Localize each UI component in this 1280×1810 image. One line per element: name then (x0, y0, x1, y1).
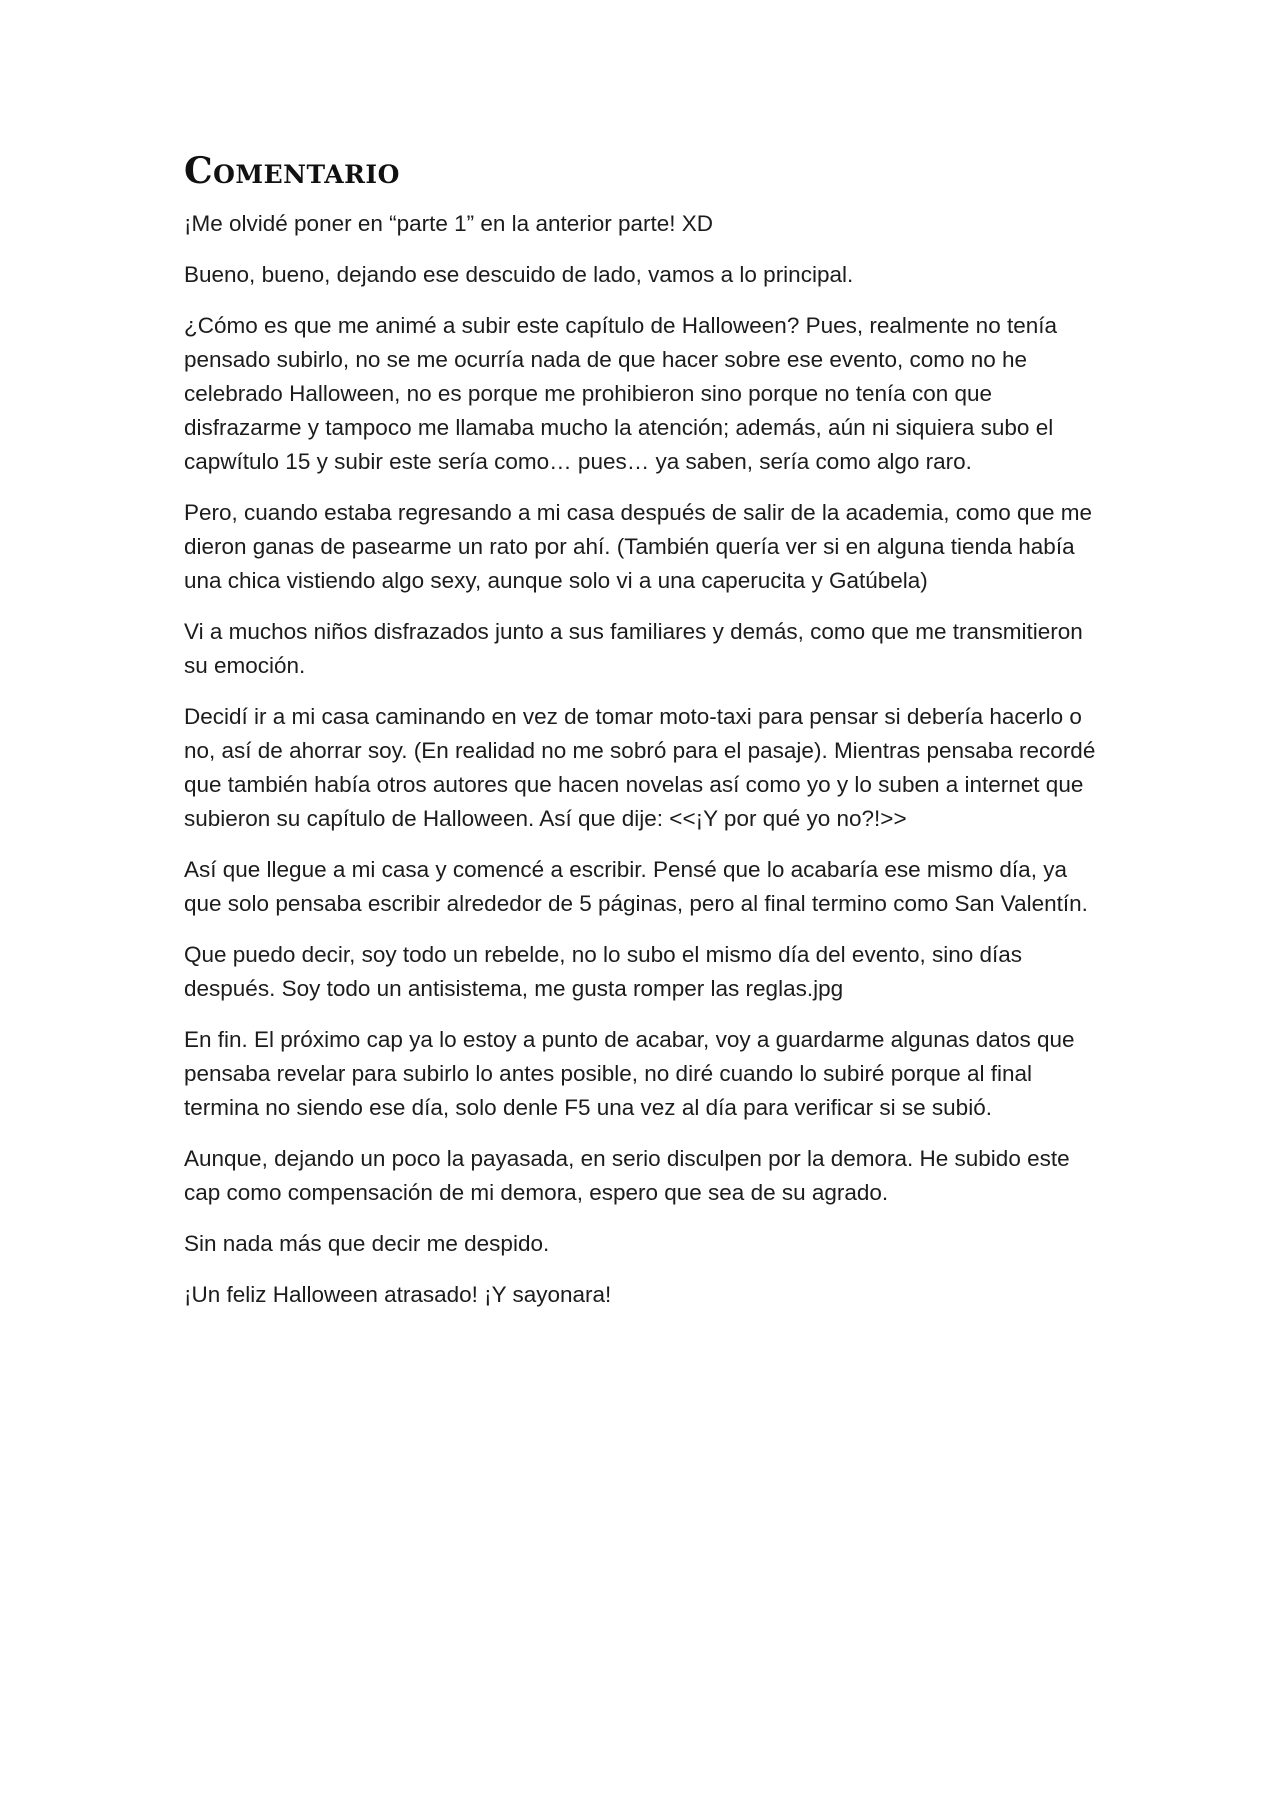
paragraph-9: En fin. El próximo cap ya lo estoy a punto de acabar, voy a guardarme algunas datos que pensaba revelar para subirlo lo antes posible, no diré cuando lo subiré porque al final termina no siendo ese día, solo denle F5 una vez al día para verificar si se subió. (184, 1027, 1075, 1121)
paragraph-8: Que puedo decir, soy todo un rebelde, no lo subo el mismo día del evento, sino días después. Soy todo un antisistema, me gusta romper las reglas.jpg (184, 942, 1023, 1002)
paragraph-11: Sin nada más que decir me despido. (184, 1231, 550, 1257)
paragraph-4: Pero, cuando estaba regresando a mi casa después de salir de la academia, como que me dieron ganas de pasearme un rato por ahí. (También quería ver si en alguna tienda había una chica vistiendo algo sexy, aunque solo vi a una caperucita y Gatúbela) (184, 500, 1093, 594)
document-body (184, 150, 1108, 1329)
paragraph-7: Así que llegue a mi casa y comencé a escribir. Pensé que lo acabaría ese mismo día, ya que solo pensaba escribir alrededor de 5 páginas, pero al final termino como San Valentín. (184, 857, 1088, 917)
paragraph-6: Decidí ir a mi casa caminando en vez de tomar moto-taxi para pensar si debería hacerlo o no, así de ahorrar soy. (En realidad no me sobró para el pasaje). Mientras pensaba recordé que también había otros autores que hacen novelas así como yo y lo suben a internet que subieron su capítulo de Halloween. Así que dije: <<¡Y por qué yo no?!>> (184, 704, 1096, 832)
paragraph-5: Vi a muchos niños disfrazados junto a sus familiares y demás, como que me transmitieron su emoción. (184, 619, 1083, 679)
document-heading: Comentario (184, 150, 400, 192)
paragraph-1: ¡Me olvidé poner en “parte 1” en la anterior parte! XD (184, 211, 714, 237)
paragraph-12: ¡Un feliz Halloween atrasado! ¡Y sayonara! (184, 1282, 612, 1308)
paragraph-3: ¿Cómo es que me animé a subir este capítulo de Halloween? Pues, realmente no tenía pensado subirlo, no se me ocurría nada de que hacer sobre ese evento, como no he celebrado Halloween, no es porque me prohibieron sino porque no tenía con que disfrazarme y tampoco me llamaba mucho la atención; además, aún ni siquiera subo el capwítulo 15 y subir este sería como… pues… ya saben, sería como algo raro. (184, 313, 1057, 475)
paragraph-2: Bueno, bueno, dejando ese descuido de lado, vamos a lo principal. (184, 262, 854, 288)
paragraph-10: Aunque, dejando un poco la payasada, en serio disculpen por la demora. He subido este cap como compensación de mi demora, espero que sea de su agrado. (184, 1146, 1070, 1206)
